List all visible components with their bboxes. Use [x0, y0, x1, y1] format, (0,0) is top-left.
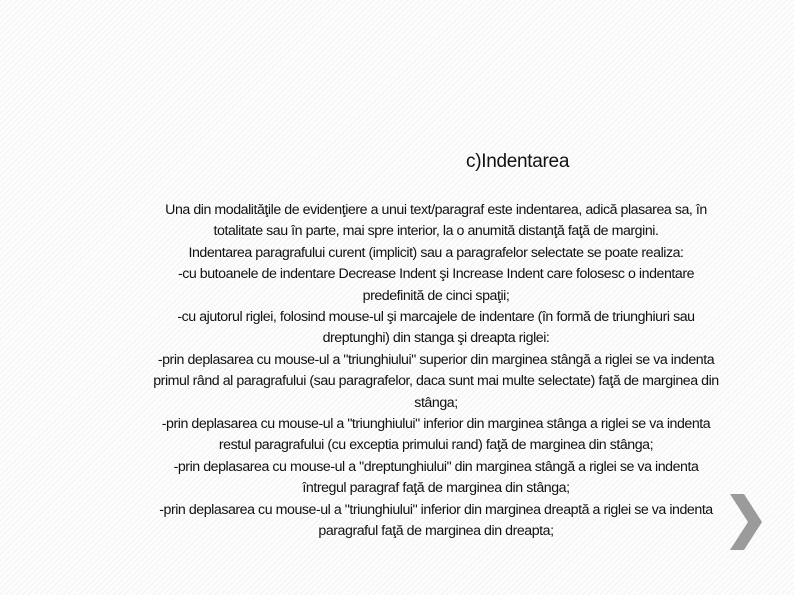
text-line: Indentarea paragrafului curent (implicit) sau a paragrafelor selectate se poate realiza:	[188, 244, 684, 261]
slide-body	[78, 200, 794, 543]
text-line: primul rând al paragrafului (sau paragrafelor, daca sunt mai multe selectate) faţă de marginea din	[153, 373, 719, 390]
text-line: -prin deplasarea cu mouse-ul a "triunghiului" superior din marginea stângă a riglei se va indenta	[157, 351, 715, 368]
text-line: totalitate sau în parte, mai spre interior, la o anumită distanţă faţă de margini.	[213, 223, 659, 240]
text-line: predefinită de cinci spaţii;	[362, 287, 510, 304]
text-line: -prin deplasarea cu mouse-ul a "triunghiului" inferior din marginea dreaptă a riglei se va indenta	[159, 501, 713, 518]
text-line: -prin deplasarea cu mouse-ul a "dreptunghiului" din marginea stângă a riglei se va indenta	[173, 458, 699, 475]
text-line: -prin deplasarea cu mouse-ul a "triunghiului" inferior din marginea stânga a riglei se va indenta	[161, 416, 711, 433]
text-line: restul paragrafului (cu exceptia primului rand) faţă de marginea din stânga;	[218, 437, 654, 454]
text-line: paragraful faţă de marginea din dreapta;	[318, 523, 554, 540]
text-line: -cu butoanele de indentare Decrease Indent şi Increase Indent care folosesc o indentare	[177, 266, 695, 283]
text-line: stânga;	[414, 394, 458, 411]
slide-title: c)Indentarea	[466, 151, 570, 172]
chevron-right-icon[interactable]	[726, 494, 766, 550]
text-line: întregul paragraf faţă de marginea din stânga;	[302, 480, 570, 497]
text-line: dreptunghi) din stanga şi dreapta riglei:	[322, 330, 550, 347]
text-line: Una din modalităţile de evidenţiere a unui text/paragraf este indentarea, adică plasarea sa, în	[165, 202, 707, 218]
text-line: -cu ajutorul riglei, folosind mouse-ul şi marcajele de indentare (în formă de triunghiuri sau	[177, 309, 695, 326]
